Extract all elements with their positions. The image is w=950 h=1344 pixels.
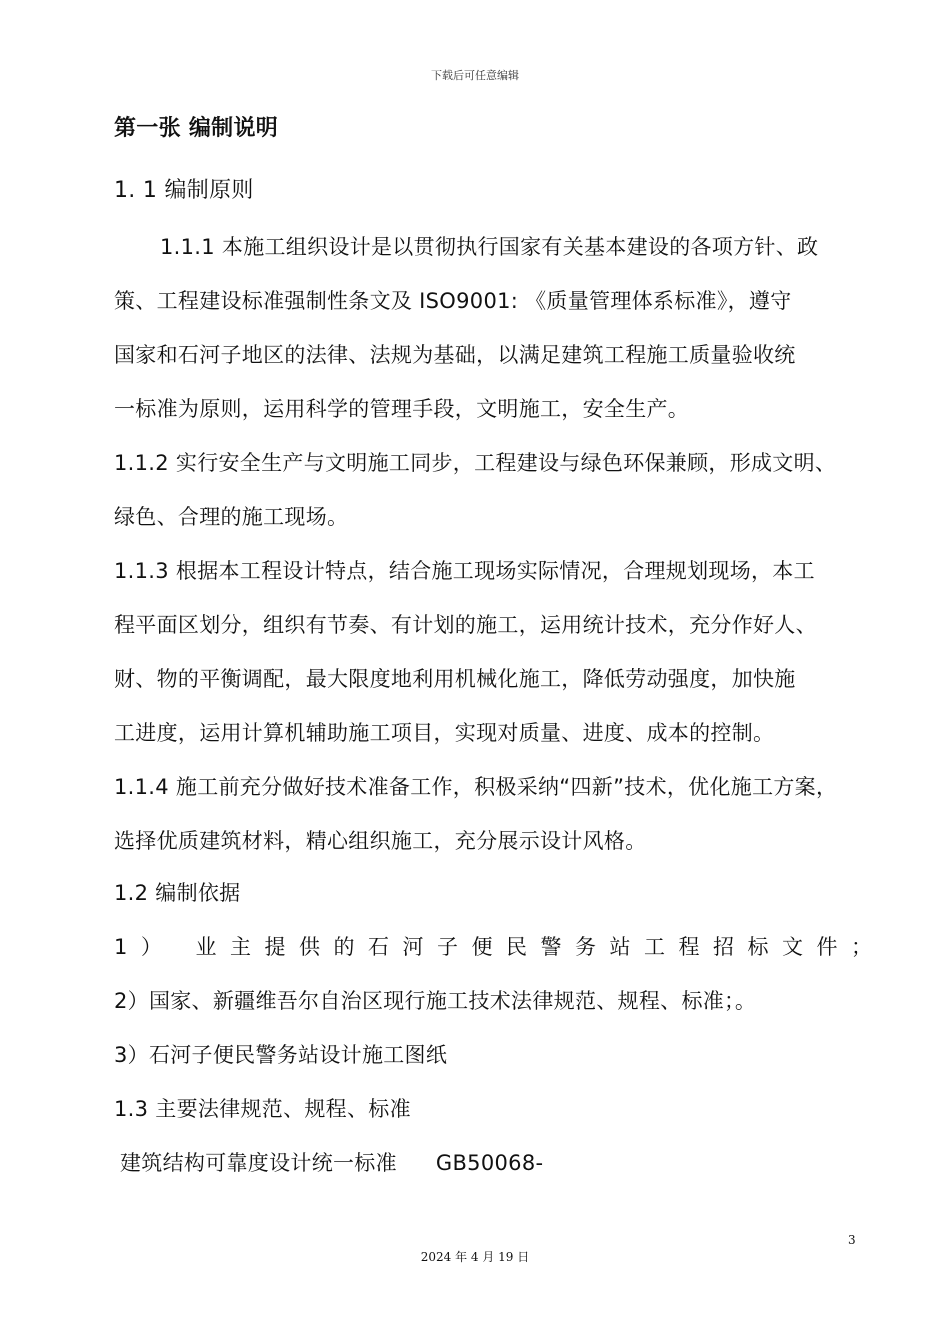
paragraph-1-1-3-line-4: 工进度，运用计算机辅助施工项目，实现对质量、进度、成本的控制。 [114,721,775,745]
page-number: 3 [848,1233,856,1247]
section-1-3-title: 1.3 主要法律规范、规程、标准 [114,1097,411,1121]
section-1-2-title: 1.2 编制依据 [114,881,241,905]
standard-row [120,1148,543,1178]
basis-item-2: 2）国家、新疆维吾尔自治区现行施工技术法律规范、规程、标准；。 [114,989,757,1013]
paragraph-1-1-3-line-3: 财、物的平衡调配，最大限度地利用机械化施工，降低劳动强度，加快施 [114,667,796,691]
chapter-title: 第一张 编制说明 [114,116,279,141]
standard-code: GB50068- [435,1151,544,1175]
paragraph-1-1-3-line-1: 1.1.3 根据本工程设计特点，结合施工现场实际情况，合理规划现场，本工 [114,559,815,583]
paragraph-1-1-1-line-3: 国家和石河子地区的法律、法规为基础，以满足建筑工程施工质量验收统 [114,343,796,367]
basis-item-3: 3）石河子便民警务站设计施工图纸 [114,1043,448,1067]
paragraph-1-1-2-line-2: 绿色、合理的施工现场。 [114,505,349,529]
basis-item-1: 1） 业主提供的石河子便民警务站工程招标文件； [114,935,886,959]
paragraph-1-1-4-line-1: 1.1.4 施工前充分做好技术准备工作，积极采纳“四新”技术，优化施工方案， [114,775,838,799]
paragraph-1-1-1-line-4: 一标准为原则，运用科学的管理手段，文明施工，安全生产。 [114,397,690,421]
paragraph-1-1-4-line-2: 选择优质建筑材料，精心组织施工，充分展示设计风格。 [114,829,647,853]
paragraph-1-1-2-line-1: 1.1.2 实行安全生产与文明施工同步，工程建设与绿色环保兼顾，形成文明、 [114,451,837,475]
paragraph-1-1-3-line-2: 程平面区划分，组织有节奏、有计划的施工，运用统计技术，充分作好人、 [114,613,817,637]
standard-name: 建筑结构可靠度设计统一标准 [120,1151,397,1175]
paragraph-1-1-1-line-1: 1.1.1 本施工组织设计是以贯彻执行国家有关基本建设的各项方针、政 [160,235,819,259]
paragraph-1-1-1-line-2: 策、工程建设标准强制性条文及 ISO9001: 《质量管理体系标准》，遵守 [114,289,792,313]
header-note: 下载后可任意编辑 [431,69,519,82]
section-1-1-title: 1. 1 编制原则 [114,178,254,203]
footer-date: 2024 年 4 月 19 日 [420,1250,530,1264]
